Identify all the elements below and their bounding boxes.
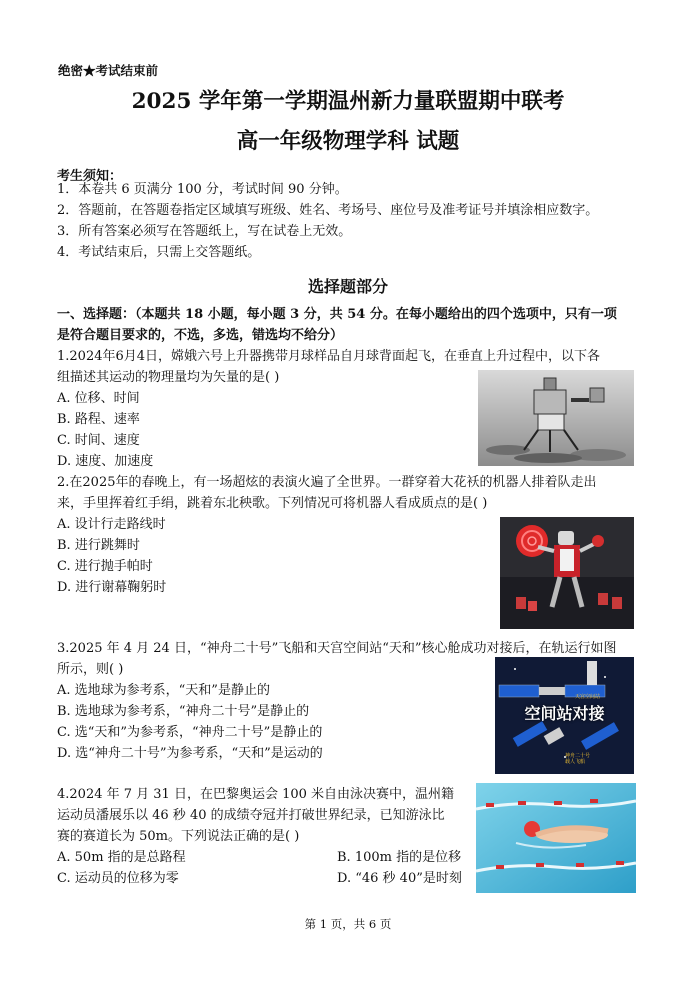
question-2-option-b: B. 进行跳舞时 bbox=[57, 538, 140, 553]
notice-item: 2．答题前，在答题卷指定区域填写班级、姓名、考场号、座位号及准考证号并填涂相应数字。 bbox=[57, 203, 599, 218]
lunar-lander-image bbox=[478, 370, 634, 466]
question-3-option-d: D. 选“神舟二十号”为参考系，“天和”是运动的 bbox=[57, 746, 323, 761]
question-3-option-a: A. 选地球为参考系，“天和”是静止的 bbox=[57, 683, 270, 698]
question-4-option-a: A. 50m 指的是总路程 bbox=[57, 850, 186, 865]
question-1-option-a: A. 位移、时间 bbox=[57, 391, 140, 406]
question-2-option-a: A. 设计行走路线时 bbox=[57, 517, 166, 532]
robot-dance-image bbox=[500, 517, 634, 629]
image-small-label: 神舟二十号 载人飞船 bbox=[565, 753, 591, 765]
question-2-option-d: D. 进行谢幕鞠躬时 bbox=[57, 580, 167, 595]
exam-subtitle: 高一年级物理学科 试题 bbox=[236, 129, 460, 154]
question-2-option-c: C. 进行抛手帕时 bbox=[57, 559, 153, 574]
question-4-stem: 4.2024 年 7 月 31 日，在巴黎奥运会 100 米自由泳决赛中，温州籍 bbox=[57, 787, 455, 802]
image-caption: 空间站对接 bbox=[524, 704, 605, 723]
exam-title: 2025 学年第一学期温州新力量联盟期中联考 bbox=[131, 89, 565, 114]
question-4-option-d: D. “46 秒 40”是时刻 bbox=[337, 871, 462, 886]
question-1-stem: 1.2024年6月4日，嫦娥六号上升器携带月球样品自月球背面起飞，在垂直上升过程中，以下各 bbox=[57, 349, 601, 364]
question-2-stem: 2.在2025年的春晚上，有一场超炫的表演火遍了全世界。一群穿着大花袄的机器人排着队走出 bbox=[57, 475, 597, 490]
question-3-stem: 3.2025 年 4 月 24 日，“神舟二十号”飞船和天宫空间站“天和”核心舱成功对接后，在轨运行如图 bbox=[57, 641, 617, 656]
question-3-option-c: C. 选“天和”为参考系，“神舟二十号”是静止的 bbox=[57, 725, 323, 740]
question-1-option-c: C. 时间、速度 bbox=[57, 433, 140, 448]
notice-item: 4．考试结束后，只需上交答题纸。 bbox=[57, 245, 261, 260]
image-small-label: 天宫空间站 bbox=[575, 694, 601, 700]
notice-heading: 考生须知： bbox=[57, 169, 123, 184]
question-1-option-d: D. 速度、加速度 bbox=[57, 454, 154, 469]
section-instruction: 是符合题目要求的，不选，多选，错选均不给分） bbox=[57, 328, 344, 343]
section-title: 选择题部分 bbox=[307, 277, 388, 296]
question-3-stem: 所示，则( ) bbox=[57, 662, 124, 677]
question-1-option-b: B. 路程、速率 bbox=[57, 412, 140, 427]
swimmer-image bbox=[476, 783, 636, 893]
confidential-label: 绝密★考试结束前 bbox=[58, 63, 159, 78]
page-footer: 第 1 页，共 6 页 bbox=[304, 917, 392, 931]
question-3-option-b: B. 选地球为参考系，“神舟二十号”是静止的 bbox=[57, 704, 310, 719]
notice-item: 1．本卷共 6 页满分 100 分，考试时间 90 分钟。 bbox=[57, 182, 348, 197]
question-1-stem: 组描述其运动的物理量均为矢量的是( ) bbox=[57, 370, 280, 385]
notice-item: 3．所有答案必须写在答题纸上，写在试卷上无效。 bbox=[57, 224, 352, 239]
question-4-option-b: B. 100m 指的是位移 bbox=[337, 850, 462, 865]
question-4-stem: 运动员潘展乐以 46 秒 40 的成绩夺冠并打破世界纪录，已知游泳比 bbox=[57, 808, 445, 823]
section-instruction: 一、选择题：（本题共 18 小题，每小题 3 分，共 54 分。在每小题给出的四个选项中，只有一项 bbox=[57, 307, 617, 322]
question-4-stem: 赛的赛道长为 50m。下列说法正确的是( ) bbox=[57, 829, 300, 844]
question-4-option-c: C. 运动员的位移为零 bbox=[57, 871, 179, 886]
question-2-stem: 来，手里挥着红手绢，跳着东北秧歌。下列情况可将机器人看成质点的是( ) bbox=[57, 496, 488, 511]
space-station-docking-image bbox=[495, 657, 634, 774]
